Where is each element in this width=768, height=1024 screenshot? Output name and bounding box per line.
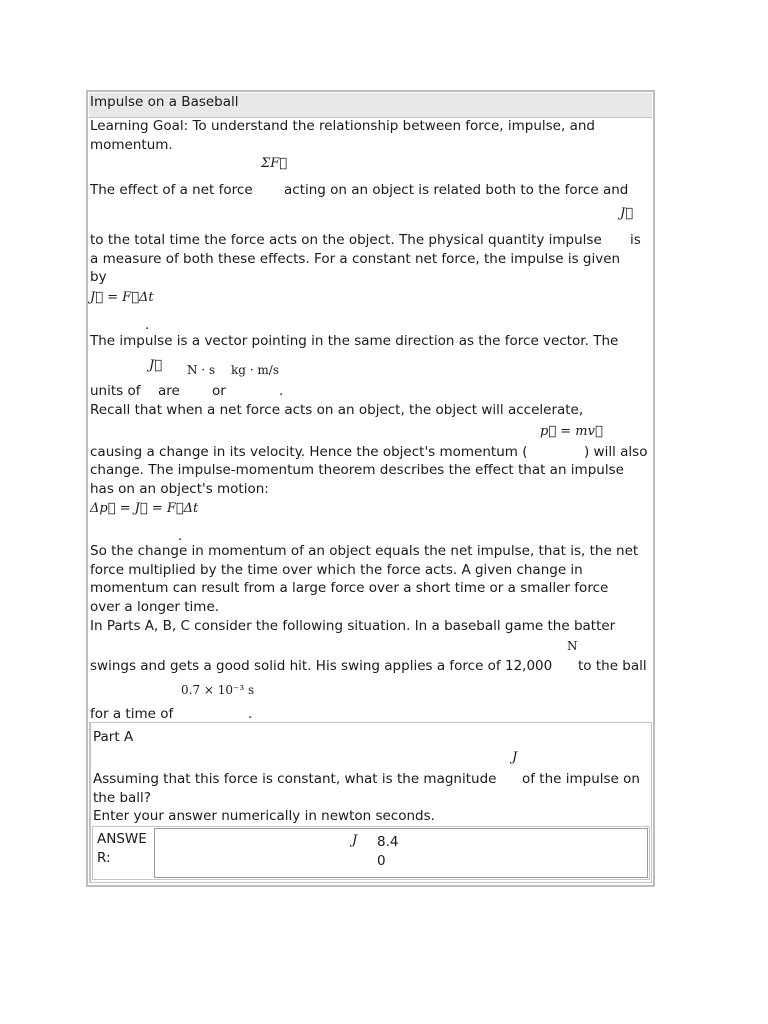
p4-line-5: In Parts A, B, C consider the following situation. In a baseball game the batter	[90, 618, 616, 634]
p1-is: is	[630, 232, 641, 248]
p4-line-4: over a longer time.	[90, 599, 220, 615]
period-3: .	[178, 528, 183, 544]
math-unit-newton-second: N · s	[187, 363, 216, 377]
math-impulse-magnitude: J	[512, 750, 518, 765]
math-sum-force: ΣF⃗	[261, 156, 288, 171]
units-or: or	[212, 383, 226, 399]
p3-line2-b: ) will also	[584, 444, 648, 460]
math-momentum-equation: p⃗ = mv⃗	[540, 424, 603, 439]
p4-line-2: force multiplied by the time over which the force acts. A given change in	[90, 562, 583, 578]
p1-line1-a: The effect of a net force	[90, 182, 253, 198]
answer-value-line-2: 0	[377, 853, 386, 869]
p3-line-1: Recall that when a net force acts on an object, the object will accelerate,	[90, 402, 584, 418]
units-of: units of	[90, 383, 141, 399]
math-answer-symbol: J	[352, 833, 358, 848]
p3-line-3: change. The impulse-momentum theorem describes the effect that an impulse	[90, 462, 624, 478]
part-a-label: Part A	[93, 729, 134, 745]
question-line-2: the ball?	[93, 790, 151, 806]
answer-label-line-1: ANSWE	[97, 831, 147, 847]
math-newton-unit: N	[567, 639, 578, 653]
answer-instruction: Enter your answer numerically in newton seconds.	[93, 808, 435, 824]
units-are: are	[158, 383, 180, 399]
math-impulse-equation: J⃗ = F⃗Δt	[90, 290, 154, 305]
period-4: .	[248, 706, 253, 722]
question-line1-a: Assuming that this force is constant, what is the magnitude	[93, 771, 497, 787]
period-1: .	[145, 317, 150, 333]
math-impulse-momentum-theorem: Δp⃗ = J⃗ = F⃗Δt	[90, 501, 199, 516]
p3-line2-a: causing a change in its velocity. Hence the object's momentum (	[90, 444, 528, 460]
page-title: Impulse on a Baseball	[90, 94, 239, 110]
p1-line-3: a measure of both these effects. For a constant net force, the impulse is given	[90, 251, 621, 267]
p1-line1-b: acting on an object is related both to the force and	[284, 182, 629, 198]
p4-line-3: momentum can result from a large force over a short time or a smaller force	[90, 580, 609, 596]
answer-label-line-2: R:	[97, 850, 111, 866]
math-unit-kgms: kg · m/s	[231, 363, 279, 377]
question-line1-b: of the impulse on	[522, 771, 640, 787]
p5-line-2: for a time of	[90, 706, 174, 722]
period-2: .	[279, 383, 284, 399]
answer-field[interactable]	[154, 828, 648, 878]
p2-line-1: The impulse is a vector pointing in the same direction as the force vector. The	[90, 333, 619, 349]
p3-line-4: has on an object's motion:	[90, 481, 269, 497]
intro-line-1: Learning Goal: To understand the relationship between force, impulse, and	[90, 118, 595, 134]
intro-line-2: momentum.	[90, 137, 173, 153]
answer-value-line-1: 8.4	[377, 834, 399, 850]
p1-line-4: by	[90, 269, 107, 285]
p1-line-2: to the total time the force acts on the object. The physical quantity impulse	[90, 232, 602, 248]
math-J-units: J⃗	[149, 358, 163, 373]
p5-line1-a: swings and gets a good solid hit. His swing applies a force of 12,000	[90, 658, 553, 674]
p4-line-1: So the change in momentum of an object equals the net impulse, that is, the net	[90, 543, 639, 559]
math-time-value: 0.7 × 10⁻³ s	[181, 683, 255, 697]
math-impulse-symbol: J⃗	[620, 206, 634, 221]
p5-line1-b: to the ball	[578, 658, 647, 674]
